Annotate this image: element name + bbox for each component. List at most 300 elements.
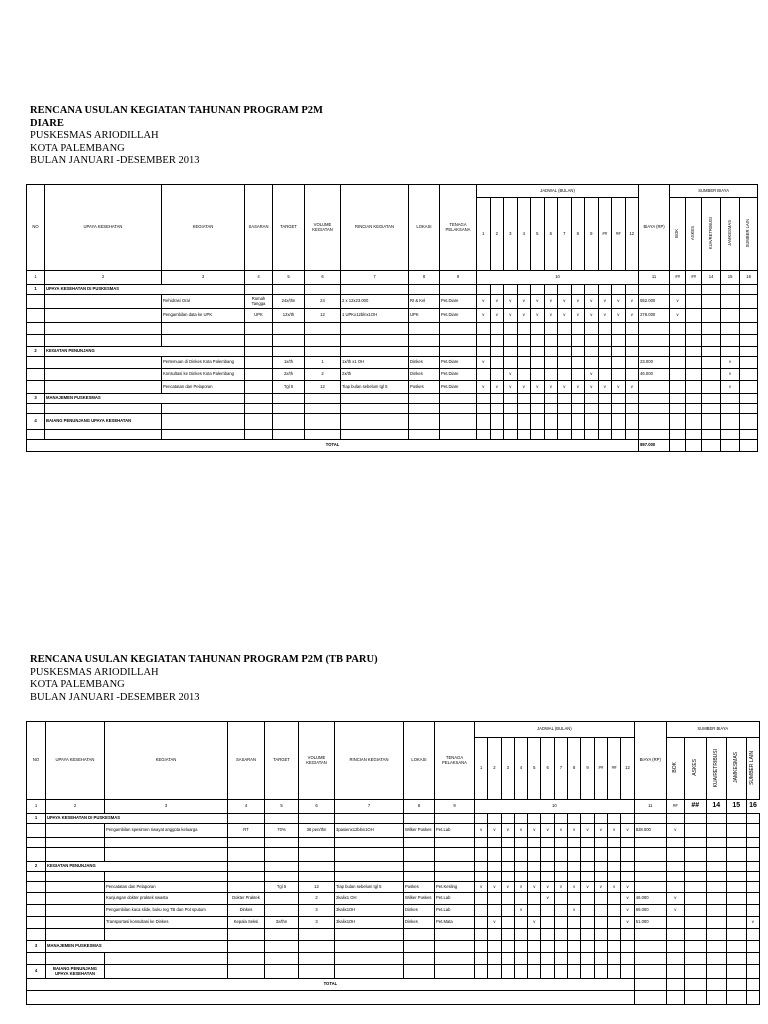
month-cell: 5 — [528, 738, 541, 800]
lokasi-cell: Wilker Puskes — [404, 893, 435, 905]
check-cell: v — [531, 309, 545, 323]
document-title: RENCANA USULAN KEGIATAN TAHUNAN PROGRAM P2M (TB PARU) — [30, 654, 378, 665]
check-cell: v — [477, 357, 491, 369]
col-tenaga: TENAGA PELAKSANA — [435, 722, 475, 800]
lokasi-cell: Wilker Puskes — [404, 824, 435, 838]
check-cell: v — [558, 381, 572, 394]
puskesmas-name: PUSKESMAS ARIODILLAH — [30, 130, 159, 141]
col-jadwal: JADWAL (BULAN) — [475, 722, 635, 738]
column-number: 4 — [228, 800, 265, 814]
section-label: BAIANG PENUNJANG UPAYA KESEHATAN — [45, 414, 162, 430]
empty-row — [27, 848, 760, 862]
kegiatan-cell: Rehidrasi Oral — [162, 295, 245, 309]
month-cell: 2 — [488, 738, 501, 800]
month-cell: ## — [598, 198, 612, 271]
rincian-cell: 2kalix1 OH — [335, 893, 404, 905]
check-cell: v — [607, 882, 620, 893]
check-cell: v — [541, 824, 554, 838]
column-number: 10 — [475, 800, 635, 814]
source-label: BOK — [671, 762, 678, 773]
city-name: KOTA PALEMBANG — [30, 679, 125, 690]
column-number: ## — [666, 800, 684, 814]
check-cell: v — [670, 295, 686, 309]
month-cell: 6 — [541, 738, 554, 800]
section-row — [27, 941, 760, 953]
volume-cell: 12 — [299, 882, 335, 893]
source-label: ASKES — [691, 759, 698, 777]
column-number: 8 — [409, 271, 440, 285]
volume-cell: 24 — [305, 295, 341, 309]
biaya-cell: 69.000 — [634, 905, 666, 917]
check-cell: v — [621, 824, 634, 838]
target-cell: 2x/th — [273, 369, 305, 381]
month-cell: 9 — [585, 198, 599, 271]
activity-table — [26, 721, 759, 1005]
tenaga-cell: Pet.Mata — [435, 917, 475, 929]
check-cell: v — [558, 309, 572, 323]
biaya-cell: 23.000 — [639, 357, 670, 369]
column-number: 5 — [265, 800, 299, 814]
month-cell: 8 — [571, 198, 585, 271]
document-subtitle: DIARE — [30, 117, 64, 129]
table-row — [27, 893, 760, 905]
month-cell: 2 — [490, 198, 504, 271]
month-cell: 12 — [625, 198, 639, 271]
tenaga-cell: Pet.Diare — [440, 357, 477, 369]
check-cell: v — [571, 295, 585, 309]
table-row — [27, 882, 760, 893]
empty-row — [27, 335, 758, 347]
sasaran-cell: Rumah Tangga — [245, 295, 273, 309]
col-biaya: BIAYA (RP) — [634, 722, 666, 800]
total-value: 897.000 — [639, 440, 670, 452]
sasaran-cell: Dokter Praktek — [228, 893, 265, 905]
check-cell: v — [558, 295, 572, 309]
puskesmas-name: PUSKESMAS ARIODILLAH — [30, 666, 159, 678]
rincian-cell: 2x/th — [341, 369, 409, 381]
check-cell: v — [477, 309, 491, 323]
section-row — [27, 965, 760, 979]
check-cell: v — [475, 824, 488, 838]
kegiatan-cell: Konsultasi ke Dinkes Kota Palembang — [162, 369, 245, 381]
kegiatan-cell: Pertemuan di Dinkes Kota Palembang — [162, 357, 245, 369]
month-cell: 9 — [581, 738, 594, 800]
col-sumber: SUMBER BIAYA — [666, 722, 759, 738]
col-sasaran: SASARAN — [228, 722, 265, 800]
section-row — [27, 285, 758, 295]
column-number: 1 — [27, 800, 46, 814]
check-cell: v — [504, 381, 518, 394]
column-number: 6 — [299, 800, 335, 814]
column-number: 7 — [341, 271, 409, 285]
kegiatan-cell: Pengambilan spesimen riwayat anggota keluarga — [105, 824, 228, 838]
source-cell — [740, 198, 758, 271]
column-number: 14 — [702, 271, 721, 285]
volume-cell: 12 — [305, 381, 341, 394]
check-cell: v — [625, 381, 639, 394]
check-cell: v — [568, 905, 581, 917]
plan-heading — [30, 654, 378, 704]
check-cell: v — [621, 917, 634, 929]
check-cell: v — [504, 295, 518, 309]
check-cell: v — [666, 893, 684, 905]
section-label: UPAYA KESEHATAN DI PUSKESMAS — [46, 814, 228, 824]
column-number-row — [27, 800, 760, 814]
kegiatan-cell: Kunjungan dokter praktek swasta — [105, 893, 228, 905]
table-row — [27, 309, 758, 323]
column-number: ## — [686, 271, 702, 285]
check-cell: v — [541, 882, 554, 893]
tenaga-cell: Pet.Lab — [435, 893, 475, 905]
col-sumber: SUMBER BIAYA — [670, 185, 758, 198]
column-number: 11 — [634, 800, 666, 814]
total-label: TOTAL — [27, 440, 639, 452]
empty-row — [27, 838, 760, 848]
sasaran-cell: Kepala Seksi — [228, 917, 265, 929]
source-cell — [746, 738, 759, 800]
lokasi-cell: Rt & Kel — [409, 295, 440, 309]
source-cell — [684, 738, 706, 800]
check-cell: v — [514, 905, 527, 917]
section-label: UPAYA KESEHATAN DI PUSKESMAS — [45, 285, 245, 295]
check-cell: v — [594, 882, 607, 893]
check-cell: v — [585, 309, 599, 323]
biaya-cell: 46.000 — [634, 893, 666, 905]
empty-row — [27, 991, 760, 1005]
column-number: 3 — [105, 800, 228, 814]
section-number: 1 — [27, 814, 46, 824]
source-label: ASKES — [690, 226, 696, 241]
check-cell: v — [670, 309, 686, 323]
source-cell — [666, 738, 684, 800]
section-number: 3 — [27, 941, 46, 953]
table-row — [27, 357, 758, 369]
check-cell: v — [517, 381, 531, 394]
check-cell: v — [585, 369, 599, 381]
source-cell — [726, 738, 746, 800]
check-cell: v — [594, 824, 607, 838]
column-number: 15 — [721, 271, 740, 285]
tenaga-cell: Pet.Diare — [440, 295, 477, 309]
tenaga-cell: Pet.Kesling — [435, 882, 475, 893]
total-label: TOTAL — [27, 979, 635, 991]
check-cell: v — [531, 381, 545, 394]
activity-table — [26, 184, 758, 452]
empty-row — [27, 872, 760, 882]
kegiatan-cell: Pengambilan data ke UPK — [162, 309, 245, 323]
check-cell: v — [514, 882, 527, 893]
month-cell: 6 — [544, 198, 558, 271]
table-row — [27, 369, 758, 381]
section-number: 1 — [27, 285, 45, 295]
rincian-cell: Tiap bulan sebelum tgl 5 — [341, 381, 409, 394]
target-cell: 70% — [265, 824, 299, 838]
source-label: KUA/RETRIBUSI — [707, 217, 713, 250]
col-no: NO — [27, 185, 45, 271]
rincian-cell: 3kalix1OH — [335, 917, 404, 929]
total-row — [27, 979, 760, 991]
col-jadwal: JADWAL (BULAN) — [477, 185, 639, 198]
check-cell: v — [477, 295, 491, 309]
check-cell: v — [488, 917, 501, 929]
check-cell: v — [621, 905, 634, 917]
col-biaya: BIAYA (RP) — [639, 185, 670, 271]
check-cell: v — [721, 369, 740, 381]
header-row — [27, 722, 760, 738]
section-label: KEGIATAN PENUNJANG — [46, 862, 228, 872]
col-rincian: RINCIAN KEGIATAN — [341, 185, 409, 271]
period: BULAN JANUARI -DESEMBER 2013 — [30, 155, 200, 166]
check-cell: v — [475, 882, 488, 893]
section-label: MANAJEMEN PUSKESMAS — [46, 941, 228, 953]
check-cell: v — [528, 917, 541, 929]
kegiatan-cell: Pencatatan dan Pelaporan — [162, 381, 245, 394]
col-upaya: UPAYA KESEHATAN — [46, 722, 105, 800]
check-cell: v — [612, 309, 626, 323]
lokasi-cell: UPK — [409, 309, 440, 323]
column-number: ## — [684, 800, 706, 814]
month-cell: ## — [594, 738, 607, 800]
section-row — [27, 414, 758, 430]
check-cell: v — [568, 824, 581, 838]
check-cell: v — [544, 381, 558, 394]
check-cell: v — [490, 309, 504, 323]
check-cell: v — [585, 381, 599, 394]
target-cell: 1x/th — [273, 357, 305, 369]
check-cell: v — [621, 882, 634, 893]
section-row — [27, 394, 758, 404]
tenaga-cell: Pet.Diare — [440, 309, 477, 323]
target-cell: 3x/thn — [265, 917, 299, 929]
rincian-cell: 3kalix1OH — [335, 905, 404, 917]
rincian-cell: Tiap bulan sebelum tgl 5 — [335, 882, 404, 893]
check-cell: v — [488, 824, 501, 838]
column-number: 1 — [27, 271, 45, 285]
col-target: TARGET — [265, 722, 299, 800]
section-number: 2 — [27, 347, 45, 357]
rincian-cell: 2 x 12x23.000 — [341, 295, 409, 309]
section-label: MANAJEMEN PUSKESMAS — [45, 394, 245, 404]
biaya-cell: 552.000 — [639, 295, 670, 309]
lokasi-cell: Puskes — [409, 381, 440, 394]
section-row — [27, 862, 760, 872]
check-cell: v — [501, 824, 514, 838]
column-number: 5 — [273, 271, 305, 285]
source-label: JAMKESMAS — [726, 220, 732, 247]
col-lokasi: LOKASI — [404, 722, 435, 800]
source-cell — [721, 198, 740, 271]
source-label: KUA/RETRIBUSI — [712, 748, 719, 787]
check-cell: v — [571, 309, 585, 323]
total-row — [27, 440, 758, 452]
source-label: BOK — [674, 228, 680, 238]
col-rincian: RINCIAN KEGIATAN — [335, 722, 404, 800]
check-cell: v — [517, 295, 531, 309]
column-number: 9 — [435, 800, 475, 814]
check-cell: v — [528, 824, 541, 838]
target-cell: Tgl 5 — [273, 381, 305, 394]
check-cell: v — [477, 381, 491, 394]
period: BULAN JANUARI -DESEMBER 2013 — [30, 691, 200, 703]
column-number: ## — [670, 271, 686, 285]
col-target: TARGET — [273, 185, 305, 271]
check-cell: v — [666, 905, 684, 917]
sasaran-cell: Dinkes — [228, 905, 265, 917]
column-number: 8 — [404, 800, 435, 814]
check-cell: v — [490, 381, 504, 394]
source-cell — [702, 198, 721, 271]
check-cell: v — [554, 882, 567, 893]
lokasi-cell: Dinkes — [409, 369, 440, 381]
check-cell: v — [554, 824, 567, 838]
section-label: KEGIATAN PENUNJANG — [45, 347, 245, 357]
volume-cell: 36 pen/thn — [299, 824, 335, 838]
plan-tb-paru — [0, 640, 768, 1024]
biaya-cell: 46.000 — [639, 369, 670, 381]
biaya-cell: 276.000 — [639, 309, 670, 323]
check-cell: v — [504, 369, 518, 381]
check-cell: v — [621, 893, 634, 905]
check-cell: v — [598, 295, 612, 309]
check-cell: v — [531, 295, 545, 309]
check-cell: v — [625, 309, 639, 323]
check-cell: v — [490, 295, 504, 309]
column-number: 4 — [245, 271, 273, 285]
source-cell — [670, 198, 686, 271]
check-cell: v — [571, 381, 585, 394]
volume-cell: 2 — [305, 369, 341, 381]
check-cell: v — [721, 357, 740, 369]
plan-heading — [30, 105, 323, 168]
column-number: 14 — [706, 800, 726, 814]
check-cell: v — [544, 309, 558, 323]
column-number: 6 — [305, 271, 341, 285]
month-cell: 3 — [504, 198, 518, 271]
month-cell: 7 — [558, 198, 572, 271]
col-upaya: UPAYA KESEHATAN — [45, 185, 162, 271]
volume-cell: 1 — [305, 357, 341, 369]
kegiatan-cell: Pengambilan kaca slide, buku reg TB dan Pot sputum — [105, 905, 228, 917]
col-tenaga: TENAGA PELAKSANA — [440, 185, 477, 271]
col-sasaran: SASARAN — [245, 185, 273, 271]
target-cell: Tgl 5 — [265, 882, 299, 893]
rincian-cell: 1x/th x1 OH — [341, 357, 409, 369]
source-label: JAMKESMAS — [732, 752, 739, 784]
biaya-cell: 51.000 — [634, 917, 666, 929]
check-cell: v — [585, 295, 599, 309]
table-row — [27, 917, 760, 929]
column-number: 9 — [440, 271, 477, 285]
column-number-row — [27, 271, 758, 285]
check-cell: v — [581, 824, 594, 838]
month-cell: 4 — [514, 738, 527, 800]
month-cell: 1 — [477, 198, 491, 271]
section-number: 3 — [27, 394, 45, 404]
check-cell: v — [504, 309, 518, 323]
check-cell: v — [666, 824, 684, 838]
lokasi-cell: Puskes — [404, 882, 435, 893]
empty-row — [27, 404, 758, 414]
check-cell: v — [544, 295, 558, 309]
check-cell: v — [598, 381, 612, 394]
check-cell: v — [612, 381, 626, 394]
check-cell: v — [501, 882, 514, 893]
col-no: NO — [27, 722, 46, 800]
empty-row — [27, 323, 758, 335]
volume-cell: 12 — [305, 309, 341, 323]
column-number: 16 — [740, 271, 758, 285]
column-number: 7 — [335, 800, 404, 814]
column-number: 3 — [162, 271, 245, 285]
rincian-cell: 3pasienx12blnx1OH — [335, 824, 404, 838]
month-cell: 12 — [621, 738, 634, 800]
check-cell: v — [607, 824, 620, 838]
section-number: 2 — [27, 862, 46, 872]
section-label: BAIANG PENUNJANG UPAYA KESEHATAN — [46, 965, 105, 979]
section-number: 4 — [27, 414, 45, 430]
check-cell: v — [581, 882, 594, 893]
col-kegiatan: KEGIATAN — [105, 722, 228, 800]
empty-row — [27, 430, 758, 440]
empty-row — [27, 929, 760, 941]
section-number: 4 — [27, 965, 46, 979]
check-cell: v — [568, 882, 581, 893]
check-cell: v — [746, 917, 759, 929]
check-cell: v — [612, 295, 626, 309]
month-cell: ## — [612, 198, 626, 271]
tenaga-cell: Pet.Lab — [435, 824, 475, 838]
column-number: 10 — [477, 271, 639, 285]
check-cell: v — [514, 824, 527, 838]
check-cell: v — [721, 381, 740, 394]
check-cell: v — [541, 893, 554, 905]
column-number: 2 — [45, 271, 162, 285]
col-volume: VOLUME KEGIATAN — [299, 722, 335, 800]
month-cell: 7 — [554, 738, 567, 800]
col-kegiatan: KEGIATAN — [162, 185, 245, 271]
col-lokasi: LOKASI — [409, 185, 440, 271]
month-cell: 3 — [501, 738, 514, 800]
kegiatan-cell: Transportasi konsultasi ke Dinkes — [105, 917, 228, 929]
table-row — [27, 824, 760, 838]
check-cell: v — [528, 882, 541, 893]
volume-cell: 2 — [299, 893, 335, 905]
table-row — [27, 381, 758, 394]
rincian-cell: 1 UPKx12blnx1OH — [341, 309, 409, 323]
column-number: 2 — [46, 800, 105, 814]
column-number: 16 — [749, 802, 757, 810]
volume-cell: 3 — [299, 917, 335, 929]
target-cell: 12x/th — [273, 309, 305, 323]
source-cell — [706, 738, 726, 800]
lokasi-cell: Dinkes — [404, 917, 435, 929]
plan-diare — [0, 0, 768, 470]
check-cell: v — [517, 309, 531, 323]
lokasi-cell: Dinkes — [404, 905, 435, 917]
header-row — [27, 185, 758, 198]
section-row — [27, 347, 758, 357]
column-number: 15 — [726, 800, 746, 814]
source-cell — [686, 198, 702, 271]
volume-cell: 3 — [299, 905, 335, 917]
tenaga-cell: Pet.Diare — [440, 369, 477, 381]
check-cell: v — [625, 295, 639, 309]
column-number: 11 — [639, 271, 670, 285]
table-row — [27, 905, 760, 917]
month-cell: 1 — [475, 738, 488, 800]
sasaran-cell: UPK — [245, 309, 273, 323]
tenaga-cell: Pet.Diare — [440, 381, 477, 394]
